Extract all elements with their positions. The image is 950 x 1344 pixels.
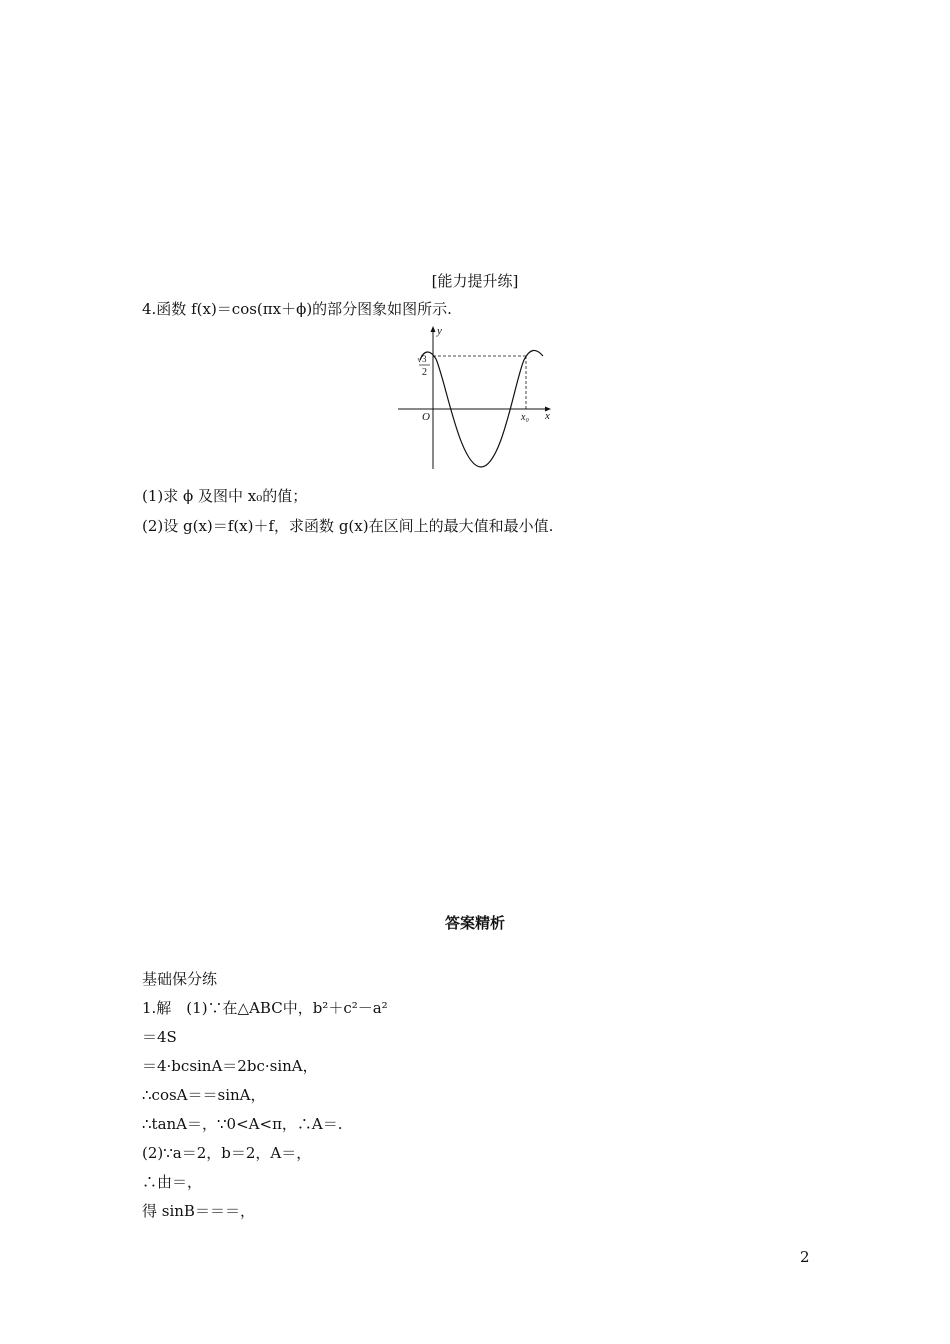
problem-4-stem: 4.函数 f(x)＝cos(πx＋ϕ)的部分图象如图所示. — [142, 300, 452, 318]
answer-line: ∴由＝， — [142, 1173, 203, 1191]
value-label-denominator: 2 — [422, 367, 427, 378]
section-title: [能力提升练] — [431, 272, 519, 290]
value-label-numerator: √3 — [417, 354, 427, 364]
answer-line: ∴tanA＝，∵0<A<π，∴A＝. — [142, 1115, 343, 1133]
answer-line: ＝4S — [142, 1028, 177, 1046]
answer-line: 基础保分练 — [142, 970, 218, 988]
x0-label: x₀ — [521, 412, 529, 423]
answer-line: 1.解 (1)∵在△ABC中，b²＋c²－a² — [142, 999, 388, 1017]
cosine-graph-figure — [396, 322, 556, 472]
y-axis-label: y — [437, 325, 442, 337]
answer-line: ＝4·bcsinA＝2bc·sinA， — [142, 1057, 318, 1075]
answer-line: 得 sinB＝＝＝， — [142, 1202, 255, 1220]
origin-label: O — [422, 411, 430, 423]
answer-line: (2)∵a＝2，b＝2，A＝， — [142, 1144, 312, 1162]
answers-title: 答案精析 — [444, 914, 505, 932]
problem-4-question-2: (2)设 g(x)＝f(x)＋f，求函数 g(x)在区间上的最大值和最小值. — [142, 517, 554, 535]
y-axis-arrow — [431, 326, 436, 332]
answer-line: ∴cosA＝＝sinA， — [142, 1086, 266, 1104]
problem-4-question-1: (1)求 ϕ 及图中 x₀的值； — [142, 487, 308, 505]
page-number: 2 — [800, 1248, 810, 1266]
x-axis-label: x — [545, 410, 550, 422]
